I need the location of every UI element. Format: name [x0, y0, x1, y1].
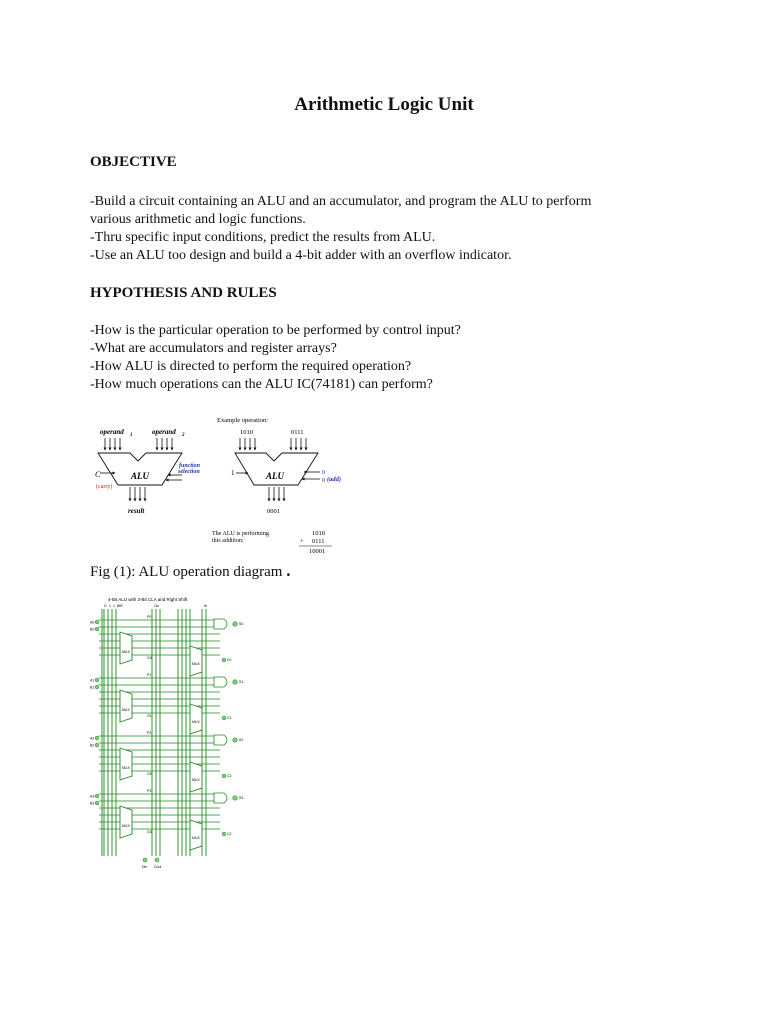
- carry-probe: [222, 716, 226, 720]
- din-label: Din: [142, 865, 148, 869]
- output-gate: [214, 735, 227, 745]
- carry-probe: [222, 832, 226, 836]
- objective-text: [90, 193, 690, 265]
- mux-label: MUX: [122, 766, 130, 770]
- input-probe: [95, 801, 99, 805]
- g-label: G0: [147, 656, 152, 660]
- top-label: BIR: [117, 604, 123, 608]
- input-probe: [95, 743, 99, 747]
- alu-label-left: ALU: [131, 471, 149, 481]
- output-gate: [214, 619, 227, 629]
- circuit-wiring: [95, 609, 237, 862]
- mux-block: [190, 762, 202, 792]
- hypothesis-line: -How much operations can the ALU IC(74181) can perform?: [90, 377, 433, 392]
- output-gate: [214, 677, 227, 687]
- carry-c-label: C: [95, 470, 101, 479]
- output-value: 0001: [267, 508, 280, 515]
- mux-block: [190, 820, 202, 850]
- carry-label: C2: [227, 774, 232, 778]
- selection-label: selection: [178, 469, 200, 475]
- input-a-value: 1010: [240, 429, 253, 436]
- output-probe: [233, 680, 237, 684]
- carry-probe: [222, 658, 226, 662]
- hypothesis-line: -How is the particular operation to be performed by control input?: [90, 323, 461, 338]
- mux-label: MUX: [122, 650, 130, 654]
- hypothesis-line: -How ALU is directed to perform the required operation?: [90, 359, 412, 374]
- input-label: B1: [90, 685, 95, 690]
- operand2-subscript: 2: [182, 433, 185, 438]
- input-probe: [95, 685, 99, 689]
- schematic-top-labels: [104, 604, 207, 608]
- carry-in-value: 1: [231, 469, 235, 477]
- performing-text-2: this addition:: [212, 538, 244, 544]
- mux-label: MUX: [192, 836, 200, 840]
- output-label: S3: [239, 796, 244, 800]
- sum-plus: +: [300, 538, 304, 545]
- carry-label: C0: [227, 658, 232, 662]
- input-label: A1: [90, 678, 95, 683]
- example-input-arrows: [240, 438, 306, 450]
- objective-line: -Build a circuit containing an ALU and an accumulator, and program the ALU to perform: [90, 194, 592, 209]
- input-probe: [95, 627, 99, 631]
- input-label: A3: [90, 794, 95, 799]
- input-label: B2: [90, 743, 95, 748]
- alu-operation-diagram: [90, 405, 352, 557]
- p-label: P1: [147, 673, 152, 677]
- mux-label: MUX: [122, 824, 130, 828]
- p-label: P3: [147, 789, 152, 793]
- p-label: P2: [147, 731, 152, 735]
- hypothesis-line: -What are accumulators and register arrays?: [90, 341, 337, 356]
- schematic-title: 4-Bit ALU with 3-Bit CLA and Right Shift: [108, 597, 188, 602]
- operand-arrows: [105, 438, 172, 450]
- carry-probe: [222, 774, 226, 778]
- sum-operand-b: 0111: [312, 538, 325, 545]
- objective-line: -Thru specific input conditions, predict the results from ALU.: [90, 230, 436, 245]
- output-probe: [233, 738, 237, 742]
- output-gate: [214, 793, 227, 803]
- select-bit-0b: 0: [322, 477, 326, 484]
- cout-label: Cout: [154, 865, 162, 869]
- result-label: result: [128, 507, 145, 515]
- operand2-label: operand: [152, 428, 176, 436]
- carry-label: C1: [227, 716, 232, 720]
- select-bit-0a: 0: [322, 469, 326, 476]
- mux-block: [120, 690, 132, 722]
- sum-operand-a: 1010: [312, 530, 325, 537]
- top-label: 1: [113, 604, 115, 608]
- p-label: P0: [147, 615, 152, 619]
- g-label: G1: [147, 714, 152, 718]
- hypothesis-text: [90, 322, 690, 394]
- input-label: A2: [90, 736, 95, 741]
- g-label: G2: [147, 772, 152, 776]
- objective-line: -Use an ALU too design and build a 4-bit adder with an overflow indicator.: [90, 248, 512, 263]
- sum-result: 10001: [309, 548, 326, 555]
- document-title: Arithmetic Logic Unit: [294, 94, 474, 115]
- output-label: S0: [239, 622, 244, 626]
- operand1-subscript: 1: [130, 433, 133, 438]
- g-label: G3: [147, 830, 152, 834]
- cout-probe: [155, 858, 159, 862]
- mux-block: [190, 646, 202, 676]
- mux-block: [190, 704, 202, 734]
- add-label: (add): [327, 476, 342, 483]
- operand1-label: operand: [100, 428, 124, 436]
- output-probe: [233, 796, 237, 800]
- carry-label: C2: [227, 832, 232, 836]
- mux-block: [120, 748, 132, 780]
- function-label: function: [179, 463, 201, 469]
- example-output-arrows: [269, 487, 284, 501]
- input-label: A0: [90, 620, 95, 625]
- objective-line: various arithmetic and logic functions.: [90, 212, 306, 227]
- mux-label: MUX: [192, 778, 200, 782]
- input-label: B3: [90, 801, 95, 806]
- figure1-caption: [90, 561, 290, 581]
- figure1-caption-text: Fig (1): ALU operation diagram: [90, 564, 283, 580]
- input-probe: [95, 794, 99, 798]
- input-b-value: 0111: [291, 429, 304, 436]
- din-probe: [143, 858, 147, 862]
- top-label: Cin: [154, 604, 160, 608]
- alu-label-right: ALU: [266, 471, 284, 481]
- result-arrows: [130, 487, 145, 501]
- alu-circuit-schematic: [90, 594, 245, 871]
- mux-label: MUX: [192, 720, 200, 724]
- mux-label: MUX: [192, 662, 200, 666]
- input-probe: [95, 678, 99, 682]
- mux-block: [120, 632, 132, 664]
- input-probe: [95, 736, 99, 740]
- performing-text-1: The ALU is performing: [212, 531, 269, 537]
- generic-alu: [95, 428, 201, 515]
- example-alu: [212, 417, 341, 555]
- hypothesis-heading: HYPOTHESIS AND RULES: [90, 285, 277, 301]
- input-probe: [95, 620, 99, 624]
- carry-label: (carry): [96, 484, 113, 490]
- top-label: 1: [109, 604, 111, 608]
- output-probe: [233, 622, 237, 626]
- output-label: S2: [239, 738, 244, 742]
- output-label: S1: [239, 680, 244, 684]
- mux-label: MUX: [122, 708, 130, 712]
- top-label: M: [204, 604, 207, 608]
- objective-heading: OBJECTIVE: [90, 154, 177, 170]
- example-operation-label: Example operation:: [217, 417, 269, 424]
- input-label: B0: [90, 627, 95, 632]
- figure1-caption-dot: .: [286, 561, 291, 580]
- top-label: D: [104, 604, 107, 608]
- mux-block: [120, 806, 132, 838]
